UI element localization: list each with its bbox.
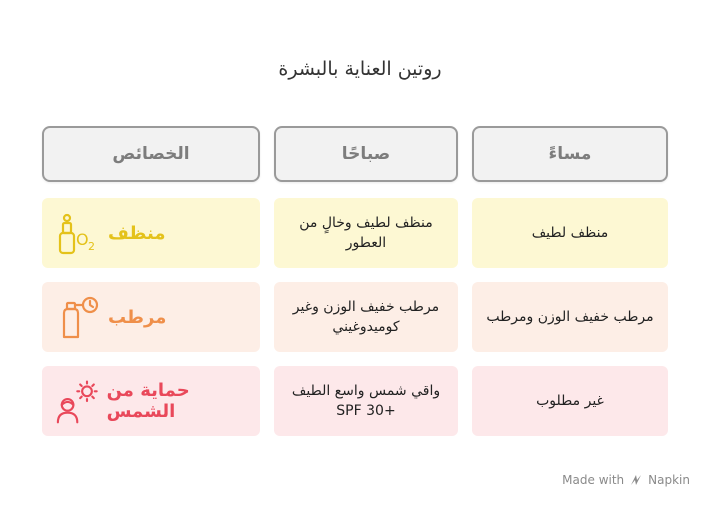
cleanser-bottle-o2-icon — [54, 209, 102, 257]
evening-cell-moisturizer: مرطب خفيف الوزن ومرطب — [472, 282, 668, 352]
feature-label-moisturizer: مرطب — [108, 306, 167, 328]
morning-cell-cleanser: منظف لطيف وخالٍ من العطور — [274, 198, 458, 268]
page-title: روتين العناية بالبشرة — [278, 58, 442, 80]
feature-cell-cleanser — [42, 198, 260, 268]
watermark-brand: Napkin — [648, 473, 690, 487]
watermark-made-with: Made with — [562, 473, 625, 487]
watermark — [562, 473, 690, 487]
svg-text:2: 2 — [88, 240, 95, 253]
feature-cell-moisturizer — [42, 282, 260, 352]
feature-label-sun-protection: حماية من الشمس — [106, 380, 190, 422]
header-morning: صباحًا — [274, 126, 458, 182]
feature-cell-sun-protection — [42, 366, 260, 436]
evening-cell-sun-protection: غير مطلوب — [472, 366, 668, 436]
feature-label-cleanser: منظف — [108, 222, 166, 244]
person-sun-icon — [54, 377, 101, 425]
evening-cell-cleanser: منظف لطيف — [472, 198, 668, 268]
header-features: الخصائص — [42, 126, 260, 182]
svg-text:O: O — [76, 230, 89, 249]
header-evening: مساءً — [472, 126, 668, 182]
moisturizer-spray-clock-icon — [54, 293, 102, 341]
morning-cell-sun-protection: واقي شمس واسع الطيف SPF 30+ — [274, 366, 458, 436]
napkin-logo-icon — [629, 473, 643, 487]
morning-cell-moisturizer: مرطب خفيف الوزن وغير كوميدوغيني — [274, 282, 458, 352]
